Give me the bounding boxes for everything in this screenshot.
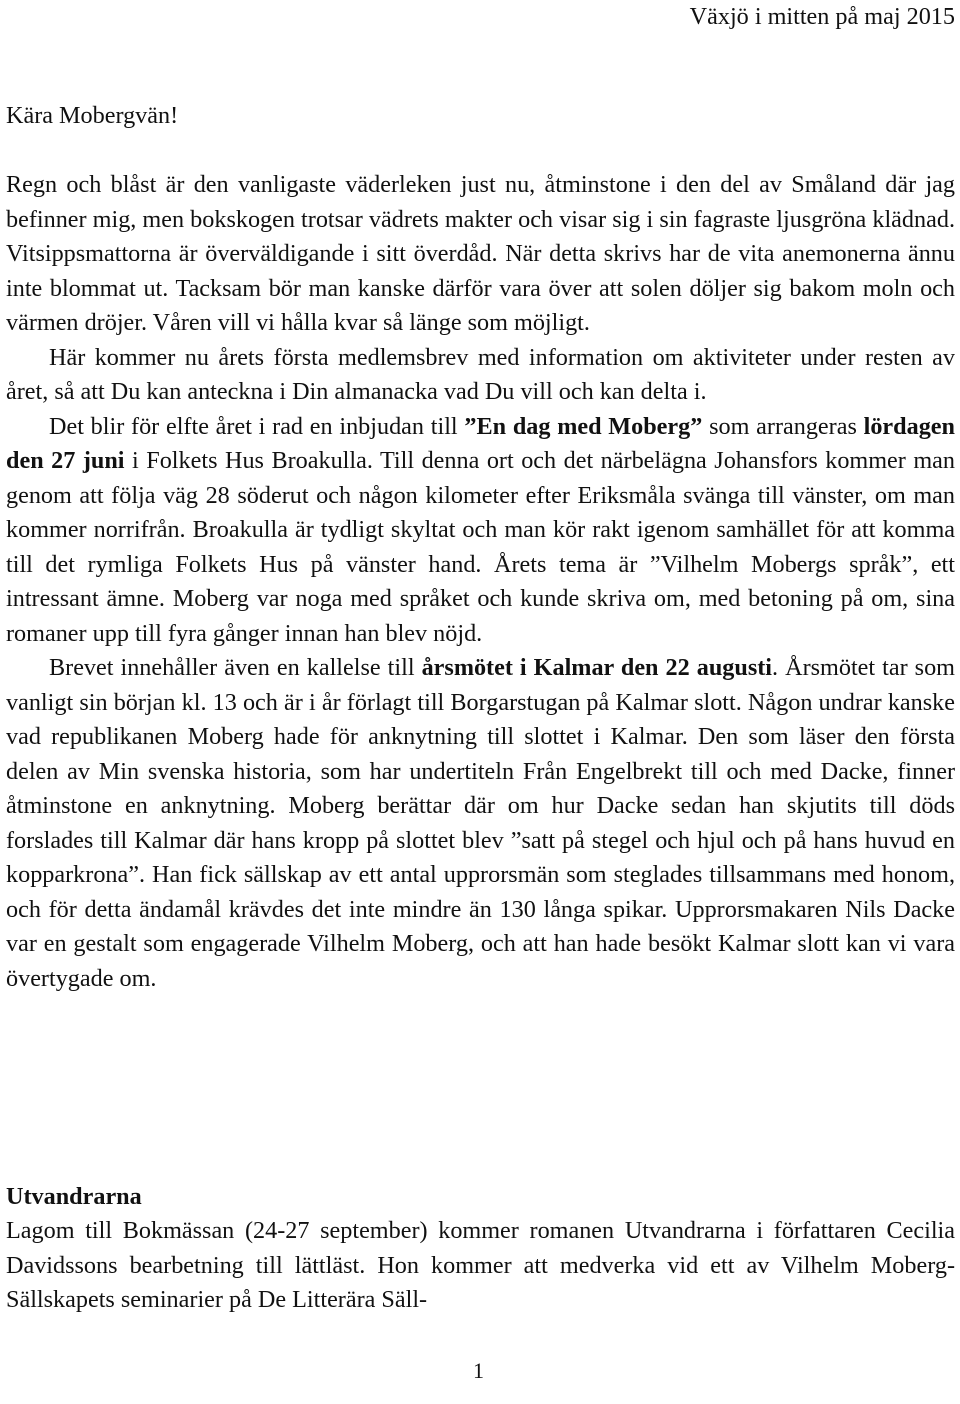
meeting-text-2: . Årsmötet tar som vanligt sin början kl. 13 och är i år förlagt till Borgarstugan på Kalmar slott. Någon undrar kanske vad republikanen Moberg hade för anknytning till slottet i Kalmar. Den som läser den första delen av Min svenska historia, som har undertiteln Från Engelbrekt till och med Dacke, finner åtminstone en anknytning. Moberg berättar där om hur Dacke sedan han skjutits till döds forslades till Kalmar där hans kropp på slottet blev ”satt på stegel och hjul och på hans huvud en kopparkrona”. Han fick sällskap av ett antal upprorsmän som steglades tillsammans med honom, och för detta ändamål krävdes det inte mindre än 130 långa spikar. Upprorsmakaren Nils Dacke var en gestalt som engagerade Vilhelm Moberg, och att han hade besökt Kalmar slott kan vi vara övertygade om. <box>6 654 956 992</box>
letter-body <box>6 168 955 996</box>
paragraph-event-invitation <box>6 410 955 652</box>
paragraph-weather: Regn och blåst är den vanligaste väderleken just nu, åtminstone i den del av Småland där jag befinner mig, men bokskogen trotsar vädrets makter och visar sig i sin fagraste ljusgröna klädnad. Vitsippsmattorna är överväldigande i sitt överdåd. När detta skrivs har de vita anemonerna ännu inte blommat ut. Tacksam bör man kanske därför vara över att solen döljer sig bakom moln och värmen dröjer. Våren vill vi hålla kvar så länge som möjligt. <box>6 171 955 336</box>
paragraph-newsletter-intro: Här kommer nu årets första medlemsbrev med information om aktiviteter under resten av året, så att Du kan anteckna i Din almanacka vad Du vill och kan delta i. <box>6 343 955 405</box>
event-text-3: i Folkets Hus Broakulla. Till denna ort och det närbelägna Johansfors kommer man genom att följa väg 28 söderut och någon kilometer efter Eriksmåla svänga till vänster, om man kommer norrifrån. Broakulla är tydligt skyltat och man kör rakt igenom samhället för att komma till det rymliga Folkets Hus på vänster hand. Årets tema är ”Vilhelm Mobergs språk”, ett intressant ämne. Moberg var noga med språket och kunde skriva om, med betoning på om, sina romaner upp till fyra gånger innan han blev nöjd. <box>6 447 956 647</box>
event-title: ”En dag med Moberg” <box>464 412 703 440</box>
dateline: Växjö i mitten på maj 2015 <box>689 3 955 30</box>
meeting-date: årsmötet i Kalmar den 22 augusti <box>421 654 773 681</box>
event-text-2: som arrangeras <box>702 412 864 440</box>
event-text-1: Det blir för elfte året i rad en inbjudan till <box>49 412 465 440</box>
event-date: lördagen den 27 juni <box>6 412 955 474</box>
page-number: 1 <box>473 1358 484 1383</box>
salutation: Kära Mobergvän! <box>6 102 179 129</box>
section-text: Lagom till Bokmässan (24-27 september) kommer romanen Utvandrarna i författaren Cecilia Davidssons bearbetning till lättläst. Hon kommer att medverka vid ett av Vilhelm Moberg-Sällskapets seminarier på De Litterära Säll- <box>6 1217 955 1313</box>
section-heading: Utvandrarna <box>6 1183 142 1210</box>
meeting-text-1: Brevet innehåller även en kallelse till <box>49 654 422 681</box>
letter-page <box>6 0 955 1404</box>
paragraph-annual-meeting <box>6 651 955 996</box>
